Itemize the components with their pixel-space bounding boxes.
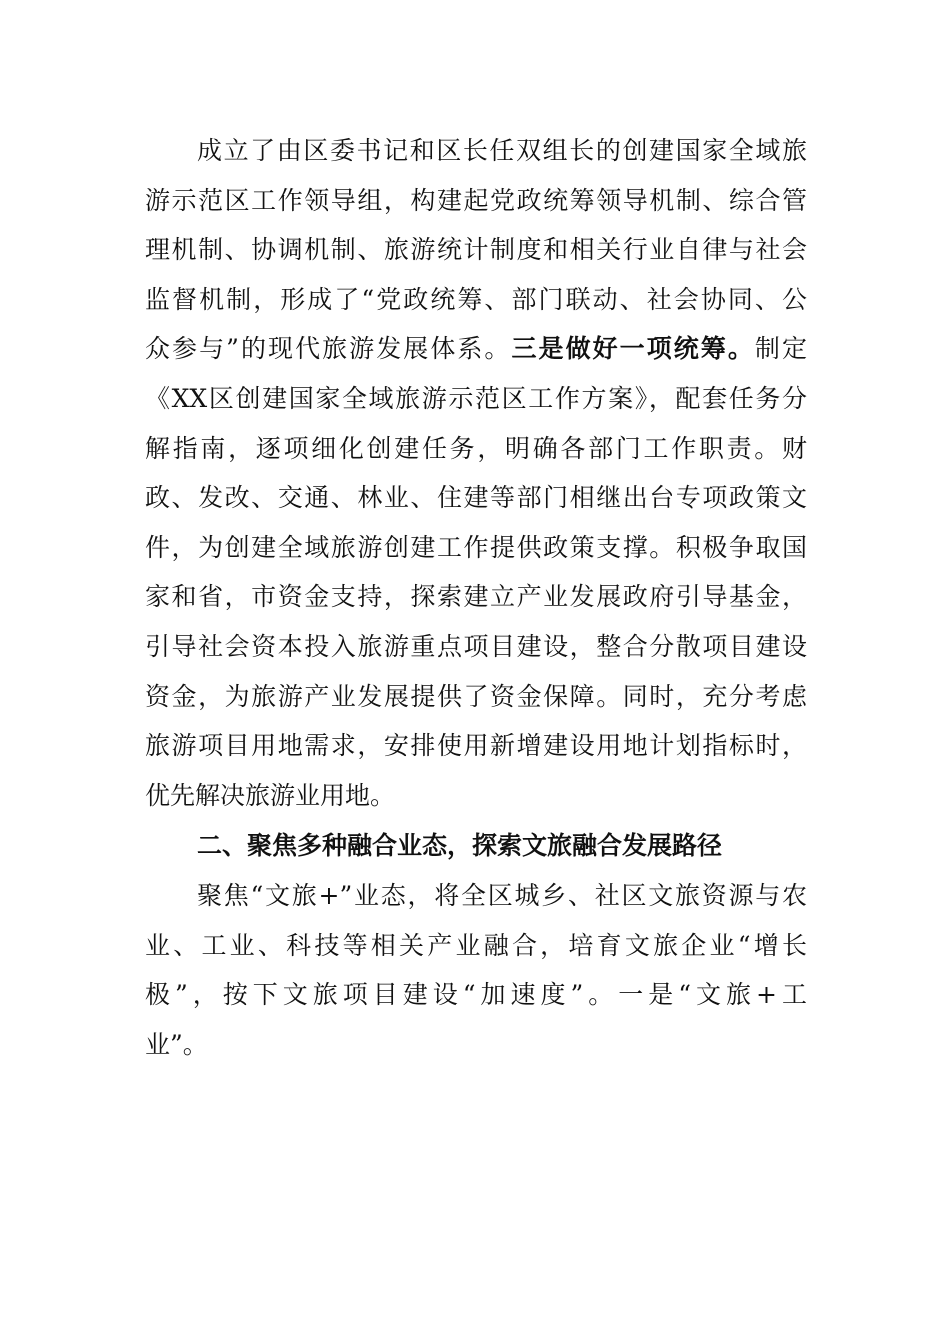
paragraph-line: 理机制、协调机制、旅游统计制度和相关行业自律与社会	[145, 235, 807, 265]
paragraph-line: 资金，为旅游产业发展提供了资金保障。同时，充分考虑	[145, 681, 807, 711]
paragraph-line: 业”。	[145, 1029, 208, 1059]
paragraph-line: 解指南，逐项细化创建任务，明确各部门工作职责。财	[145, 433, 807, 463]
section-heading: 二、聚焦多种融合业态，探索文旅融合发展路径	[197, 831, 723, 860]
paragraph-line: 游示范区工作领导组，构建起党政统筹领导机制、综合管	[145, 185, 807, 215]
paragraph-line: 政、发改、交通、林业、住建等部门相继出台专项政策文	[145, 483, 807, 513]
paragraph-line: 业、工业、科技等相关产业融合，培育文旅企业“增长	[145, 930, 807, 960]
paragraph-text-run: 众参与”的现代旅游发展体系。	[145, 334, 512, 364]
paragraph-line: 监督机制，形成了“党政统筹、部门联动、社会协同、公	[145, 284, 807, 314]
paragraph-line: 聚焦“文旅+”业态，将全区城乡、社区文旅资源与农	[197, 881, 807, 910]
paragraph-line: 优先解决旅游业用地。	[145, 780, 396, 810]
paragraph-line: 旅游项目用地需求，安排使用新增建设用地计划指标时，	[145, 731, 807, 761]
paragraph-body-1	[145, 126, 807, 820]
section-heading-block	[145, 821, 807, 871]
paragraph-line: 《XX区创建国家全域旅游示范区工作方案》，配套任务分	[145, 383, 807, 413]
paragraph-body-2	[145, 871, 807, 1069]
paragraph-line: 件，为创建全域旅游创建工作提供政策支撑。积极争取国	[145, 532, 807, 562]
paragraph-line-mixed	[145, 324, 807, 374]
paragraph-line: 家和省，市资金支持，探索建立产业发展政府引导基金，	[145, 582, 807, 612]
paragraph-line: 成立了由区委书记和区长任双组长的创建国家全域旅	[197, 136, 807, 165]
paragraph-line: 引导社会资本投入旅游重点项目建设，整合分散项目建设	[145, 631, 807, 661]
paragraph-text-run: 制定	[754, 334, 807, 364]
bold-lead-phrase: 三是做好一项统筹。	[511, 334, 755, 364]
paragraph-line: 极”，按下文旅项目建设“加速度”。一是“文旅+工	[145, 980, 807, 1010]
